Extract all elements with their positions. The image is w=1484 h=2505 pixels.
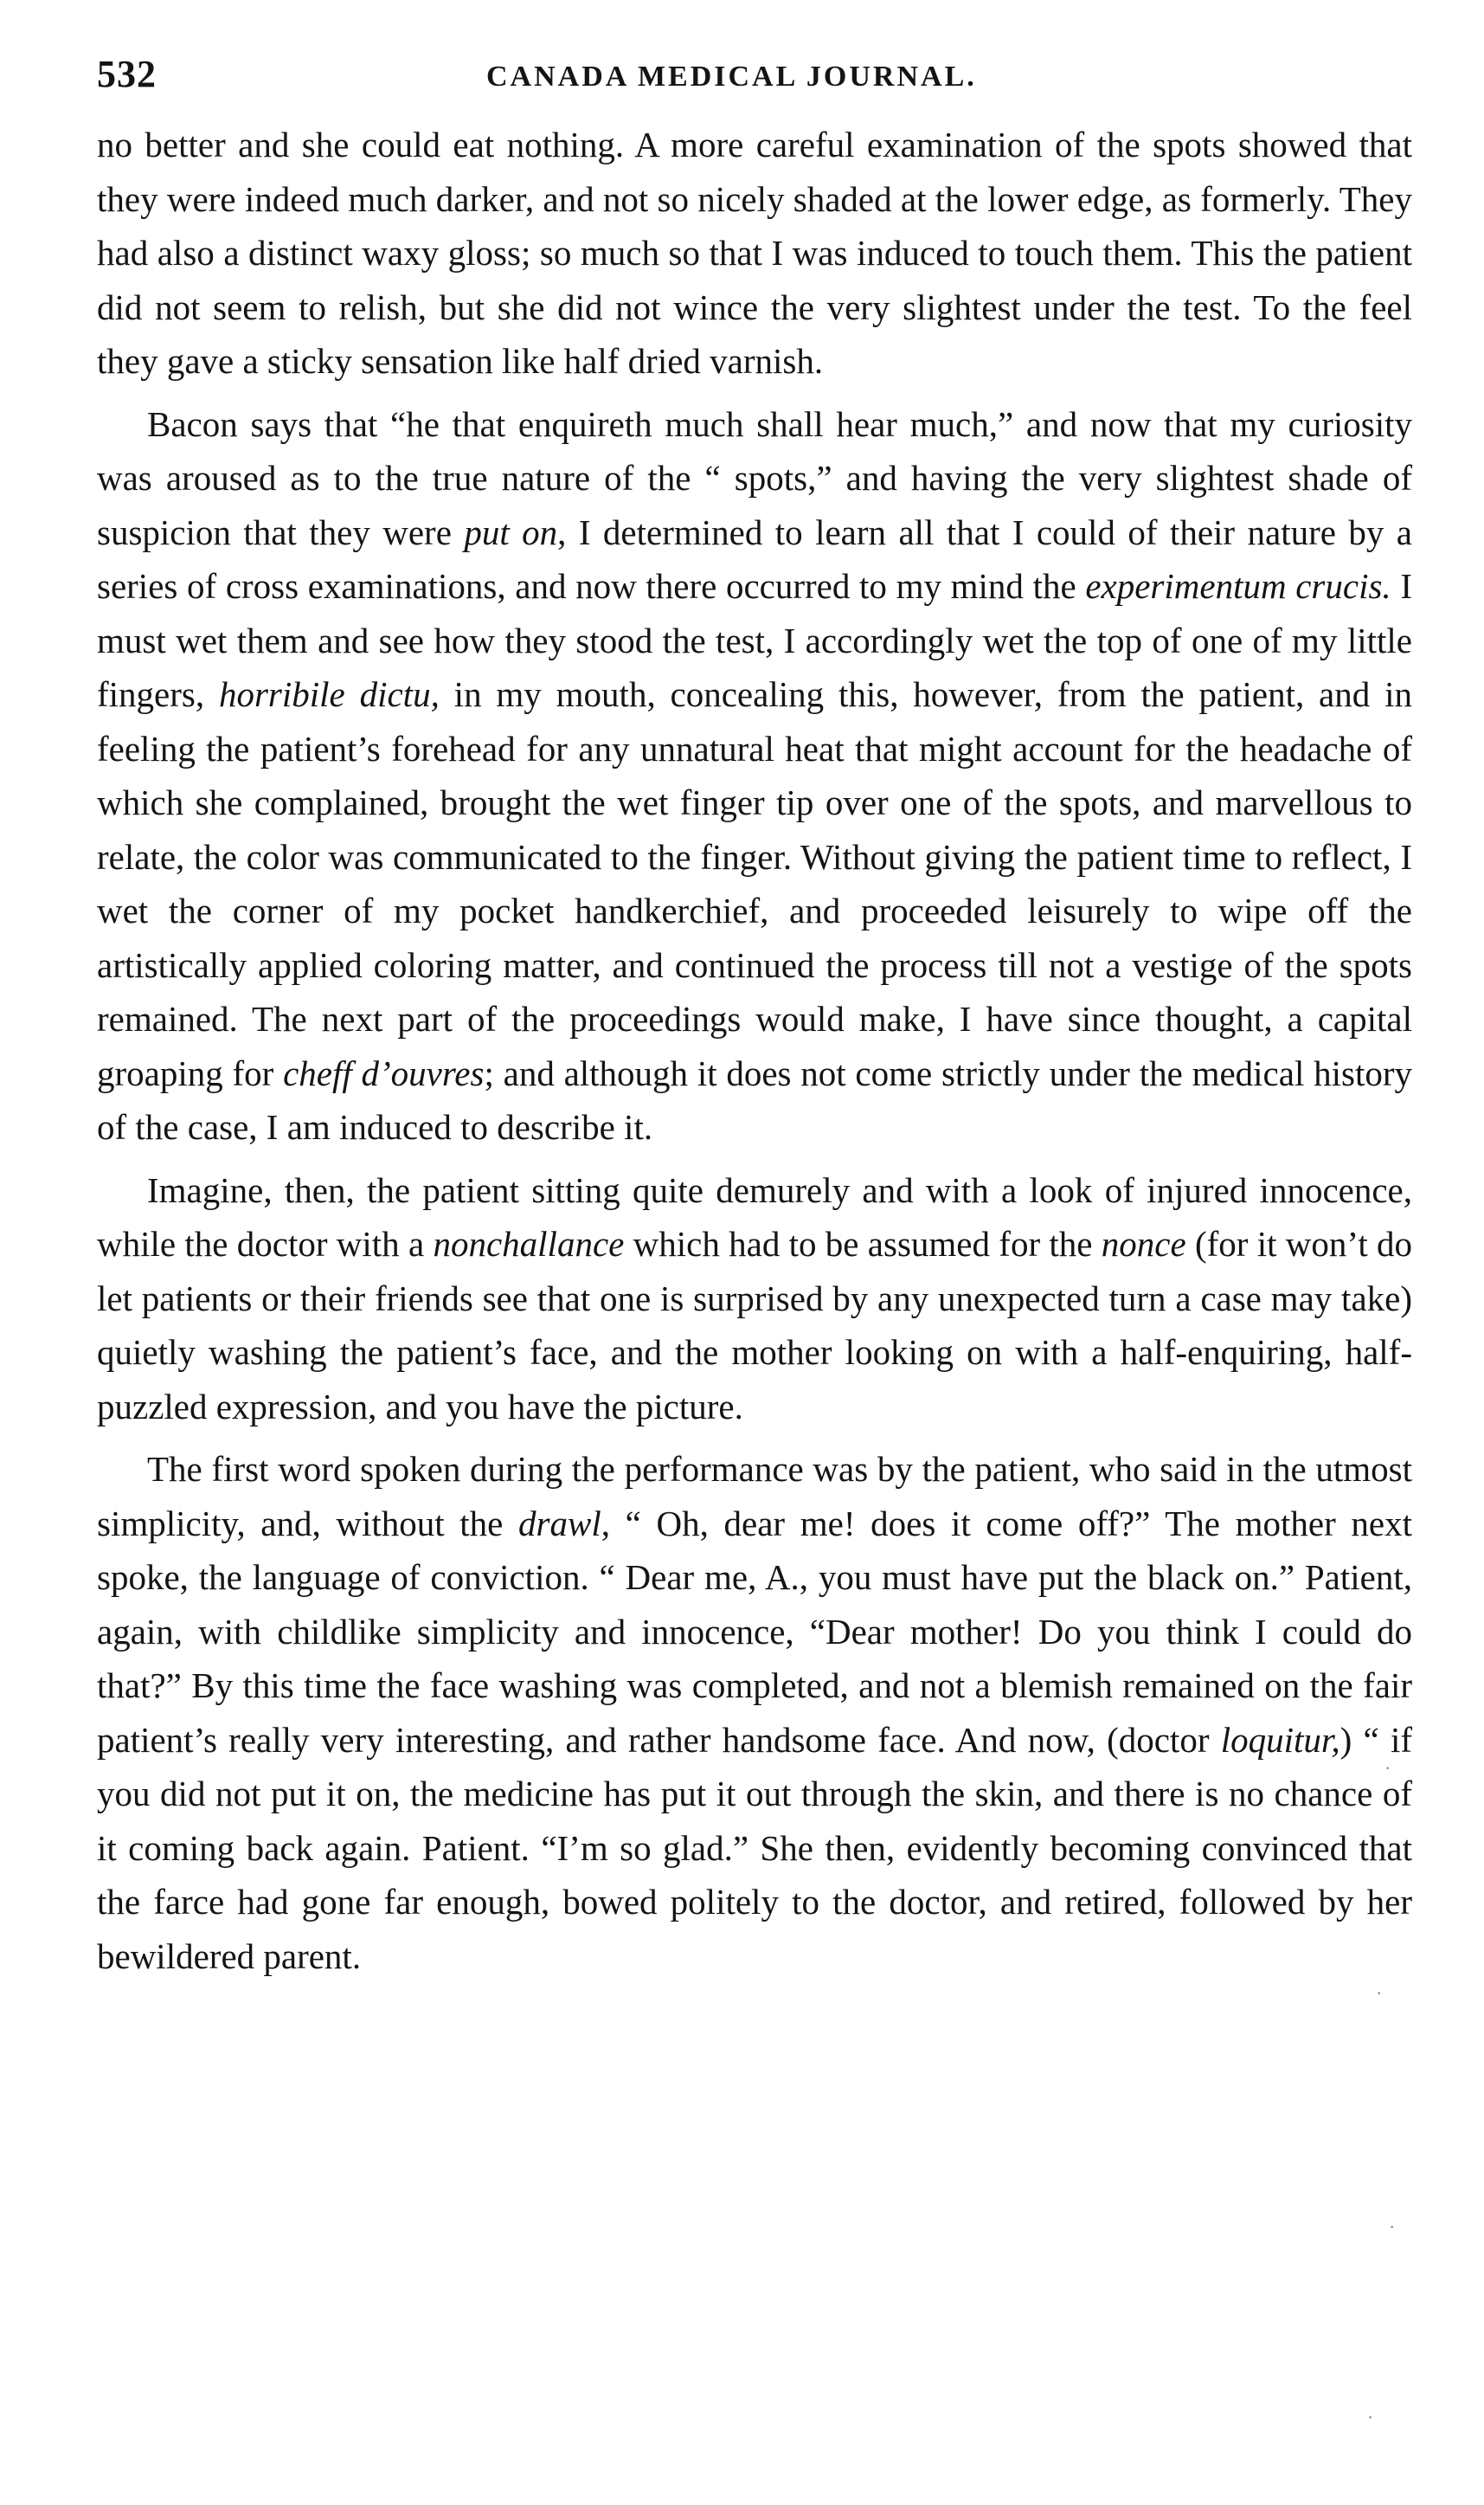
paragraph-text: Imagine, then, the patient sitting quite demurely and with a look of injured innocence, while the doctor with a bbox=[97, 1169, 1412, 1264]
italic-phrase: drawl bbox=[518, 1503, 601, 1543]
paragraph-text: , I determined to learn all that I could of their nature by a series of cross examinations, and now there occurred to my mind the bbox=[97, 512, 1412, 606]
paragraph-text: which had to be assumed for the bbox=[624, 1224, 1102, 1264]
paragraph-text: ; and although it does not come strictly under the medical history of the case, I am induced to describe it. bbox=[97, 1053, 1412, 1147]
italic-phrase: nonce bbox=[1101, 1224, 1186, 1264]
paragraph-3 bbox=[97, 1163, 1412, 1434]
paragraph-text: no better and she could eat nothing. A more careful examination of the spots showed that they were indeed much darker, and not so nicely shaded at the lower edge, as formerly. They had also a distinct waxy gloss; so much so that I was induced to touch them. This the patient did not seem to relish, but she did not wince the very slightest under the test. To the feel they gave a sticky sensation like half dried varnish. bbox=[97, 125, 1412, 381]
body-text bbox=[97, 118, 1412, 1983]
running-head bbox=[97, 52, 1412, 118]
page-number: 532 bbox=[97, 53, 157, 95]
paragraph-text: I must wet them and see how they stood the test, I accordingly wet the top of one of my little fingers, bbox=[97, 566, 1412, 714]
italic-phrase: experimentum crucis. bbox=[1085, 566, 1391, 606]
paragraph-text: ) “ if you did not put it on, the medicine has put it out through the skin, and there is no chance of it coming back again. Patient. “I’m so glad.” She then, evidently becoming convinced that the farce had gone far enough, bowed politely to the doctor, and retired, followed by her bewildered parent. bbox=[97, 1719, 1412, 1976]
paragraph-text: The first word spoken during the performance was by the patient, who said in the utmost simplicity, and, without the bbox=[97, 1449, 1412, 1543]
paragraph-text: , “ Oh, dear me! does it come off?” The mother next spoke, the language of conviction. “ Dear me, A., you must have put the black on.” Patient, again, with childlike simplicity and innocence, “Dear mother! Do you think I could do that?” By this time the face washing was completed, and not a blemish remained on the fair patient’s really very interesting, and rather handsome face. And now, (doctor bbox=[97, 1503, 1412, 1760]
italic-phrase: put on bbox=[464, 512, 558, 552]
paragraph-1 bbox=[97, 118, 1412, 389]
italic-phrase: loquitur, bbox=[1220, 1719, 1340, 1760]
document-page bbox=[97, 52, 1412, 2476]
scan-speck: · bbox=[1376, 1982, 1383, 2004]
scan-speck: · bbox=[1367, 2406, 1374, 2428]
journal-title: CANADA MEDICAL JOURNAL. bbox=[486, 61, 977, 93]
scan-speck: · bbox=[1389, 2216, 1396, 2238]
italic-phrase: cheff d’ouvres bbox=[283, 1053, 485, 1093]
paragraph-text: (for it won’t do let patients or their friends see that one is surprised by any unexpected turn a case may take) quietly washing the patient’s face, and the mother looking on with a half-enquiring, half-puzzled expression, and you have the picture. bbox=[97, 1224, 1413, 1426]
paragraph-text: in my mouth, concealing this, however, from the patient, and in feeling the patient’s forehead for any unnatural heat that might account for the headache of which she complained, brought the wet finger tip over one of the spots, and marvellous to relate, the color was communicated to the finger. Without giving the patient time to reflect, I wet the corner of my pocket handkerchief, and proceeded leisurely to wipe off the artistically applied coloring matter, and continued the process till not a vestige of the spots remained. The next part of the proceedings would make, I have since thought, a capital groaping for bbox=[97, 674, 1412, 1093]
paragraph-2 bbox=[97, 397, 1412, 1155]
paragraph-text: Bacon says that “he that enquireth much shall hear much,” and now that my curiosity was aroused as to the true nature of the “ spots,” and having the very slightest shade of suspicion that they were bbox=[97, 403, 1412, 552]
scan-speck: · bbox=[1384, 1757, 1391, 1779]
italic-phrase: horribile dictu, bbox=[218, 674, 440, 714]
paragraph-4 bbox=[97, 1442, 1412, 1983]
italic-phrase: nonchallance bbox=[433, 1224, 625, 1264]
